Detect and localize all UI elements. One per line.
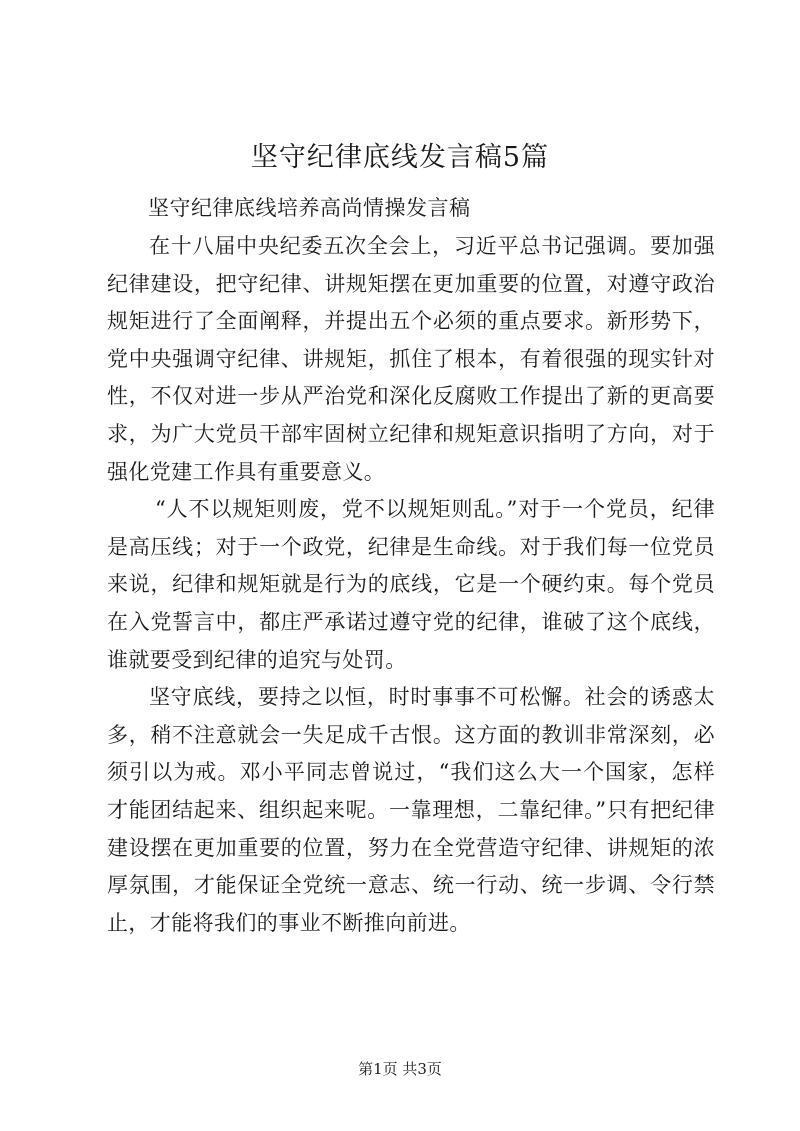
- document-title: 坚守纪律底线发言稿5篇: [250, 142, 550, 173]
- document-subtitle: 坚守纪律底线培养高尚情操发言稿: [148, 196, 471, 220]
- paragraph-1: 在十八届中央纪委五次全会上，习近平总书记强调。要加强纪律建设，把守纪律、讲规矩摆在更加重要的位置，对遵守政治规矩进行了全面阐释，并提出五个必须的重点要求。新形势下，党中央强调守纪律、讲规矩，抓住了根本，有着很强的现实针对性，不仅对进一步从严治党和深化反腐败工作提出了新的更高要求，为广大党员干部牢固树立纪律和规矩意识指明了方向，对于强化党建工作具有重要意义。: [107, 234, 715, 484]
- paragraph-2: “人不以规矩则废，党不以规矩则乱。”对于一个党员，纪律是高压线；对于一个政党，纪律是生命线。对于我们每一位党员来说，纪律和规矩就是行为的底线，它是一个硬约束。每个党员在入党誓言中，都庄严承诺过遵守党的纪律，谁破了这个底线，谁就要受到纪律的追究与处罚。: [107, 497, 715, 672]
- page-footer: 第1页 共3页: [358, 1060, 442, 1078]
- document-body: [107, 228, 715, 942]
- paragraph-3: 坚守底线，要持之以恒，时时事事不可松懈。社会的诱惑太多，稍不注意就会一失足成千古恨。这方面的教训非常深刻，必须引以为戒。邓小平同志曾说过，“我们这么大一个国家，怎样才能团结起来、组织起来呢。一靠理想，二靠纪律。”只有把纪律建设摆在更加重要的位置，努力在全党营造守纪律、讲规矩的浓厚氛围，才能保证全党统一意志、统一行动、统一步调、令行禁止，才能将我们的事业不断推向前进。: [107, 685, 715, 935]
